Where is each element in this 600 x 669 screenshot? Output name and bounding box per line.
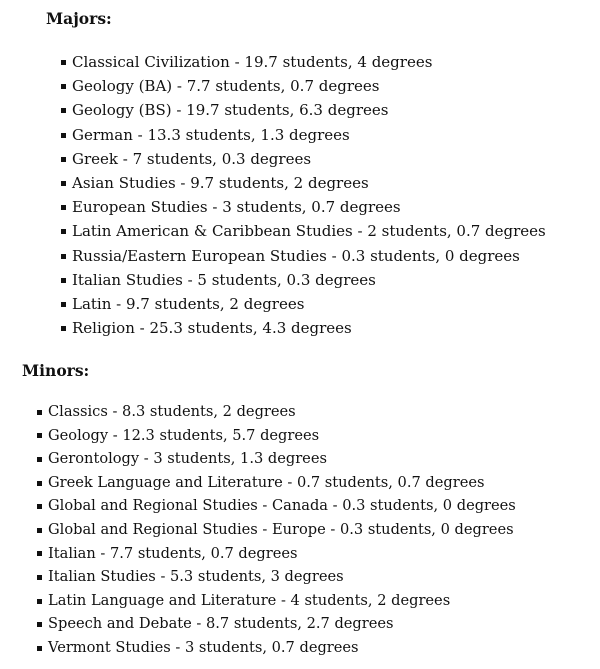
minors-list: [37, 400, 516, 660]
list-item: [37, 589, 516, 613]
bullet-icon: [61, 326, 66, 331]
list-item-label: Italian Studies - 5.3 students, 3 degrees: [48, 568, 344, 586]
list-item-label: Latin - 9.7 students, 2 degrees: [72, 294, 305, 313]
bullet-icon: [37, 410, 42, 415]
bullet-icon: [61, 60, 66, 65]
list-item-label: European Studies - 3 students, 0.7 degrees: [72, 198, 401, 217]
list-item-label: Asian Studies - 9.7 students, 2 degrees: [72, 173, 369, 192]
list-item-label: Global and Regional Studies - Canada - 0.3 students, 0 degrees: [48, 497, 516, 515]
list-item: [37, 494, 516, 518]
list-item: [37, 400, 516, 424]
bullet-icon: [37, 551, 42, 556]
bullet-icon: [61, 157, 66, 162]
bullet-icon: [61, 84, 66, 89]
bullet-icon: [37, 457, 42, 462]
bullet-icon: [37, 575, 42, 580]
list-item: [61, 292, 546, 316]
list-item-label: Italian - 7.7 students, 0.7 degrees: [48, 544, 298, 562]
list-item-label: Classical Civilization - 19.7 students, 4 degrees: [72, 53, 433, 71]
list-item: [37, 471, 516, 495]
bullet-icon: [37, 481, 42, 486]
list-item-label: Greek Language and Literature - 0.7 students, 0.7 degrees: [48, 473, 485, 491]
bullet-icon: [37, 528, 42, 533]
list-item: [37, 542, 516, 566]
list-item: [61, 268, 546, 292]
bullet-icon: [37, 433, 42, 438]
list-item: [61, 171, 546, 195]
bullet-icon: [61, 133, 66, 138]
list-item: [37, 518, 516, 542]
list-item: [61, 50, 546, 74]
list-item-label: Gerontology - 3 students, 1.3 degrees: [48, 450, 327, 468]
bullet-icon: [61, 302, 66, 307]
list-item: [61, 219, 546, 243]
majors-list: [61, 50, 546, 340]
list-item-label: Russia/Eastern European Studies - 0.3 students, 0 degrees: [72, 246, 520, 265]
majors-heading: Majors:: [46, 9, 112, 28]
bullet-icon: [37, 599, 42, 604]
list-item: [37, 612, 516, 636]
list-item-label: Religion - 25.3 students, 4.3 degrees: [72, 319, 352, 338]
list-item-label: Vermont Studies - 3 students, 0.7 degrees: [48, 638, 359, 656]
bullet-icon: [37, 504, 42, 509]
bullet-icon: [61, 205, 66, 210]
bullet-icon: [61, 108, 66, 113]
list-item: [37, 565, 516, 589]
list-item: [61, 244, 546, 268]
list-item: [61, 195, 546, 219]
list-item: [61, 98, 546, 122]
list-item: [37, 636, 516, 660]
list-item-label: Greek - 7 students, 0.3 degrees: [72, 149, 312, 168]
bullet-icon: [61, 181, 66, 186]
list-item-label: Italian Studies - 5 students, 0.3 degrees: [72, 270, 376, 289]
list-item-label: Geology - 12.3 students, 5.7 degrees: [48, 426, 320, 444]
list-item-label: Geology (BA) - 7.7 students, 0.7 degrees: [72, 77, 380, 96]
list-item-label: Classics - 8.3 students, 2 degrees: [48, 403, 296, 420]
list-item: [61, 123, 546, 147]
list-item-label: Geology (BS) - 19.7 students, 6.3 degrees: [72, 101, 389, 120]
list-item-label: Latin American & Caribbean Studies - 2 students, 0.7 degrees: [72, 222, 546, 241]
minors-heading: Minors:: [22, 361, 90, 380]
list-item: [61, 74, 546, 98]
list-item: [61, 316, 546, 340]
list-item: [37, 424, 516, 448]
list-item-label: German - 13.3 students, 1.3 degrees: [72, 125, 350, 144]
bullet-icon: [37, 622, 42, 627]
list-item: [37, 447, 516, 471]
bullet-icon: [61, 229, 66, 234]
bullet-icon: [61, 254, 66, 259]
list-item-label: Global and Regional Studies - Europe - 0.3 students, 0 degrees: [48, 520, 514, 538]
list-item: [61, 147, 546, 171]
bullet-icon: [61, 278, 66, 283]
bullet-icon: [37, 646, 42, 651]
list-item-label: Speech and Debate - 8.7 students, 2.7 degrees: [48, 615, 394, 633]
list-item-label: Latin Language and Literature - 4 students, 2 degrees: [48, 591, 451, 609]
